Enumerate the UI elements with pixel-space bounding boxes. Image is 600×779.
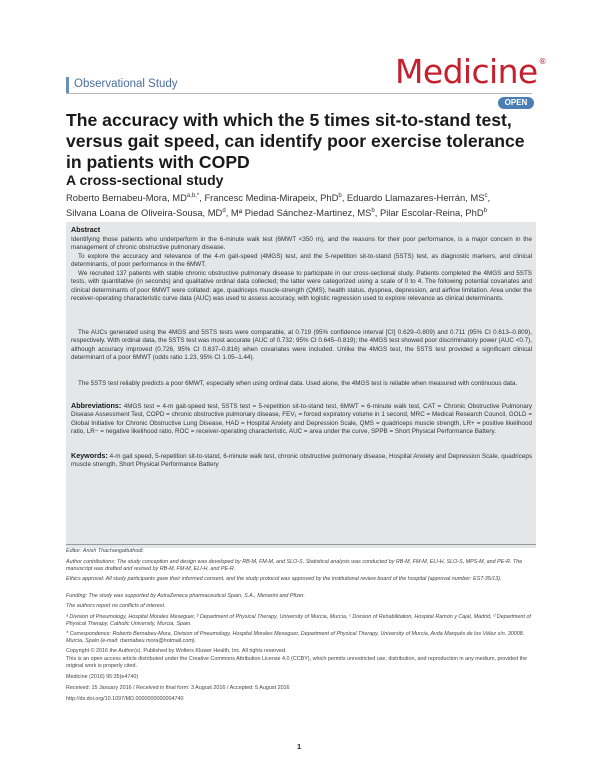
keywords-text: 4-m gait speed, 5-repetition sit-to-stand, 6-minute walk test, chronic obstructive pulmonary disease, Hospital Anxiety and Depression Scale, quadriceps muscle strength, Short Physical Performance Battery (71, 453, 532, 469)
journal-logo (395, 52, 547, 94)
author-line-1: Roberto Bernabeu-Mora, $MD^{a,b,*}$, Francesc Medina-Mirapeix, PhD$^b$, Eduardo Llamazares-Herrán, $MS^c$, (66, 192, 491, 204)
footnote-conflicts: The authors report no conflicts of interest. (66, 603, 166, 609)
footnote-correspondence: * Correspondence: Roberto Bernabeu-Mora, Division of Pneumology, Hospital Morales Meseguer, Department of Physical Therapy, University of Murcia, Avda Marqués de los Vélez s/n. 30008. Murcia, Spain (e-mail: rbernabeu.mora@hotmail.com). (66, 631, 525, 645)
abstract-paragraph-background: Identifying those patients who underperform in the 6-minute walk test (6MWT <350 m), and the reasons for their poor performance, is a major concern in the management of chronic obstructive pulmonary disease. (71, 236, 532, 252)
footnote-license: This is an open access article distributed under the Creative Commons Attribution License 4.0 (CCBY), which permits unrestricted use, distribution, and reproduction in any medium, provided the original work is properly cited. (66, 656, 528, 670)
abbreviations-heading: Abbreviations: (71, 401, 122, 410)
footnote-citation: Medicine (2016) 95:35(e4740) (66, 674, 139, 680)
footnote-dates: Received: 15 January 2016 / Received in final form: 3 August 2016 / Accepted: 5 August 2016 (66, 685, 290, 691)
footnote-doi[interactable]: http://dx.doi.org/10.1097/MD.0000000000004740 (66, 696, 184, 702)
author-list (66, 190, 536, 219)
abstract-paragraph-results: The AUCs generated using the 4MGS and 5STS tests were comparable, at 0.719 (95% confidence interval [CI] 0.629–0.809) and 0.711 (95% CI 0.613–0.809), respectively. With ordinal data, the 5STS test was most accurate (AUC of 0.732; 95% CI 0.645–0.819); the 4MGS test showed poor discriminatory power (AUC <0.7), although accuracy improved (0.726, 95% CI 0.637–0.816) when covariates were included. Unlike the 4MGS test, the 5STS test provided a significant clinical determinant of a poor 6MWT (odds ratio 1.23, 95% CI 1.05–1.44). (71, 329, 532, 361)
abbreviations (71, 402, 532, 436)
abbreviations-text: 4MGS test = 4-m gait-speed test, 5STS test = 5-repetition sit-to-stand test, 6MWT = 6-minute walk test, CAT = Chronic Obstructive Pulmonary Disease Assessment Test, COPD = chronic obstructive pulmonary disease, FEV₁ = forced expiratory volume in 1 second, MRC = Medical Research Council, GOLD = Global Initiative for Chronic Obstructive Lung Disease, HAD = Hospital Anxiety and Depression Scale, QMS = quadriceps muscle strength, LR+ = positive likelihood ratio, LR− = negative likelihood ratio, ROC = receiver-operating characteristic, AUC = area under the curve, SPPB = Short Physical Performance Battery. (71, 403, 533, 435)
logo-registered-mark: ® (538, 57, 547, 66)
article-title: The accuracy with which the 5 times sit-to-stand test, versus gait speed, can identify poor exercise tolerance in patients with COPD (66, 110, 525, 172)
keywords (71, 452, 532, 470)
footnote-contributions: Author contributions: The study conception and design was developed by RB-M, FM-M, and SLO-S. Statistical analysis was conducted by RB-M, FM-M, ELI-H, SLO-S, MPS-M, and PE-R. The manuscript was drafted and revised by RB-M, FM-M, ELI-H, and PE-R. (66, 559, 523, 573)
footnote-rule (66, 544, 536, 545)
section-label: Observational Study (74, 78, 178, 90)
section-tag (66, 77, 186, 93)
abstract-paragraph-conclusion: The 5STS test reliably predicts a poor 6MWT, especially when using ordinal data. Used alone, the 4MGS test is reliable when measured with continuous data. (78, 380, 518, 387)
abstract-heading: Abstract (71, 225, 101, 234)
keywords-heading: Keywords: (71, 451, 108, 460)
page-number: 1 (297, 742, 302, 751)
article-subtitle: A cross-sectional study (66, 172, 224, 188)
footnote-editor: Editor: Anish Thachangattuthodi. (66, 548, 145, 554)
footnote-copyright: Copyright © 2016 the Author(s). Published by Wolters Kluwer Health, Inc. All rights reserved. (66, 648, 287, 654)
footnote-funding: Funding: The study was supported by AstraZeneca pharmaceutical Spain, S.A., Menarini and Pfizer. (66, 593, 306, 599)
logo-text: Medicine (395, 52, 538, 91)
abstract-paragraph-methods: We recruited 137 patients with stable chronic obstructive pulmonary disease to participate in our cross-sectional study. Patients completed the 4MGS and 5STS tests, with quantitative (in seconds) and qualitative ordinal data collected; the latter were categorized using a scale of 0 to 4. The following potential covariates and clinical determinants of poor 6MWT were collated: age, quadriceps muscle-strength (QMS), health status, dyspnea, depression, and airflow limitation. Area under the receiver-operating characteristic curve data (AUC) was used to assess accuracy, with logistic regression used to explore relevance as clinical determinants. (71, 270, 532, 302)
footnote-ethics: Ethics approval: All study participants gave their informed consent, and the study protocol was approved by the institutional review board of the hospital (approval number: EST-35/13). (66, 576, 502, 582)
abstract-paragraph-objective: To explore the accuracy and relevance of the 4-m gait-speed (4MGS) test, and the 5-repetition sit-to-stand (5STS) test, as diagnostic markers, and clinical determinants, of poor performance in the 6MWT. (71, 253, 532, 269)
open-access-badge: OPEN (498, 97, 534, 109)
author-line-2: Silvana Loana de Oliveira-Sousa, $MD^d$, Mª Piedad Sánchez-Martinez, $MS^b$, Pilar Escolar-Reina, PhD$^b$ (66, 206, 487, 218)
section-tag-bar (66, 77, 69, 93)
footnote-affiliations: ᵃ Division of Pneumology, Hospital Morales Meseguer, ᵇ Department of Physical Therapy, University of Murcia, Murcia, ᶜ Division of Rehabilitation, Hospital Ramón y Cajal, Madrid, ᵈ Department of Physical Therapy, Catholic University, Murcia, Spain. (66, 614, 531, 628)
